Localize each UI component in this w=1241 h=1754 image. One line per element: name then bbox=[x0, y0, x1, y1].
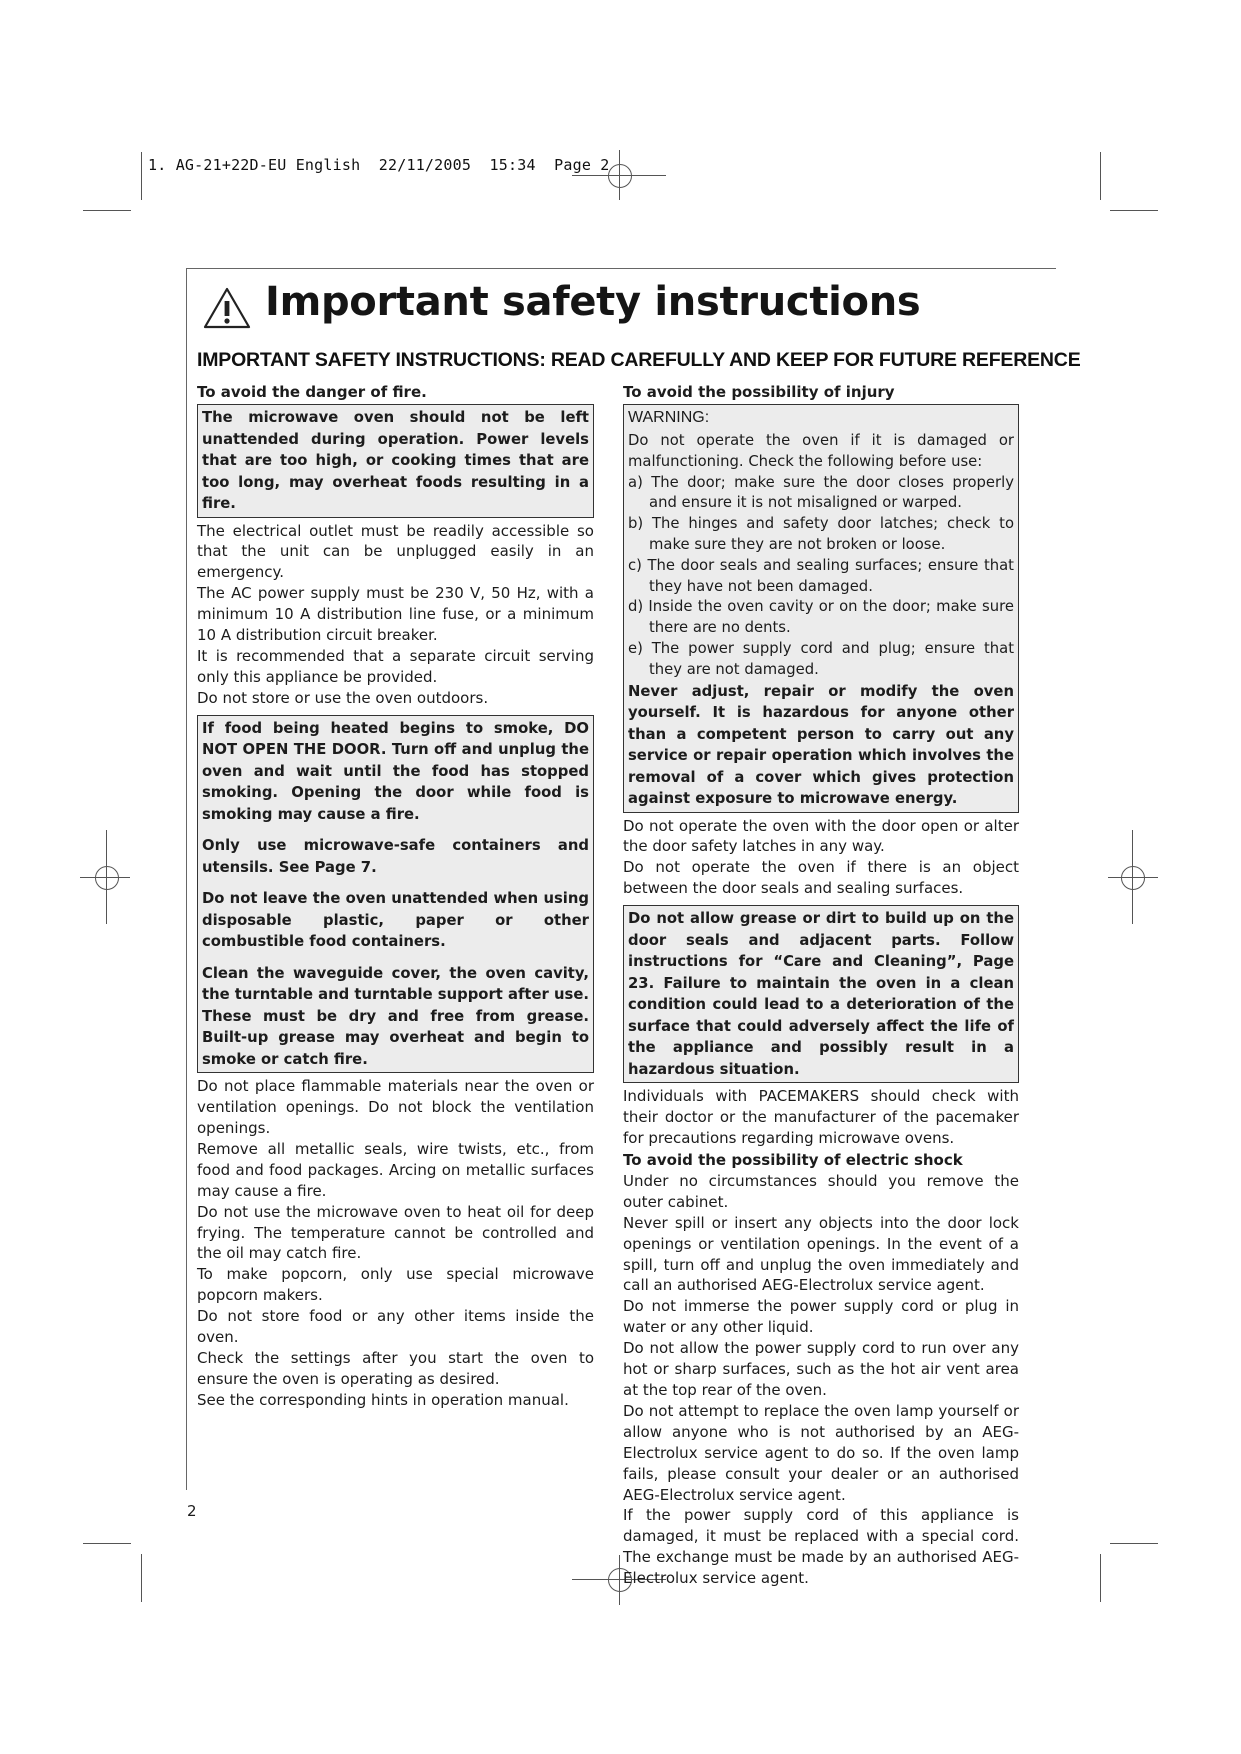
crop-mark bbox=[141, 152, 142, 200]
smoke-warning-box bbox=[197, 715, 594, 1074]
paragraph: Individuals with PACEMAKERS should check with their doctor or the manufacturer of the pacemaker for precautions regarding microwave ovens. bbox=[623, 1087, 1019, 1147]
paragraph: Do not operate the oven with the door open or alter the door safety latches in any way. bbox=[623, 816, 1019, 856]
paragraph: The electrical outlet must be readily accessible so that the unit can be unplugged easily in an emergency. bbox=[197, 521, 594, 582]
left-column bbox=[197, 381, 594, 1411]
section-heading-injury: To avoid the possibility of injury bbox=[623, 383, 895, 401]
fire-warning-box bbox=[197, 404, 594, 518]
warning-intro: Do not operate the oven if it is damaged or malfunctioning. Check the following before use: bbox=[628, 432, 1014, 470]
warning-box bbox=[623, 404, 1019, 813]
paragraph: Check the settings after you start the oven to ensure the oven is operating as desired. bbox=[197, 1348, 594, 1388]
page-subtitle: IMPORTANT SAFETY INSTRUCTIONS: READ CAREFULLY AND KEEP FOR FUTURE REFERENCE bbox=[197, 349, 1081, 371]
list-item: b) The hinges and safety door latches; check to make sure they are not broken or loose. bbox=[628, 515, 1014, 553]
list-item: e) The power supply cord and plug; ensure that they are not damaged. bbox=[628, 639, 1014, 678]
crop-mark bbox=[1110, 210, 1158, 211]
paragraph: Do not attempt to replace the oven lamp yourself or allow anyone who is not authorised by an AEG-Electrolux service agent to do so. If the oven lamp fails, please consult your dealer or an authorised AEG-Electrolux service agent. bbox=[623, 1401, 1019, 1504]
check-list bbox=[628, 473, 1014, 681]
paragraph: Do not allow the power supply cord to run over any hot or sharp surfaces, such as the hot air vent area at the top rear of the oven. bbox=[623, 1339, 1019, 1399]
paragraph: Do not store food or any other items inside the oven. bbox=[197, 1307, 594, 1347]
crop-mark bbox=[1110, 1543, 1158, 1544]
section-heading-fire: To avoid the danger of fire. bbox=[197, 383, 427, 401]
warning-label: WARNING: bbox=[628, 409, 710, 426]
list-item: a) The door; make sure the door closes properly and ensure it is not misaligned or warped. bbox=[628, 473, 1014, 512]
list-item: c) The door seals and sealing surfaces; ensure that they have not been damaged. bbox=[628, 556, 1014, 595]
paragraph: Remove all metallic seals, wire twists, etc., from food and food packages. Arcing on metallic surfaces may cause a fire. bbox=[197, 1139, 594, 1200]
print-slug: 1. AG-21+22D-EU English 22/11/2005 15:34 Page 2 bbox=[148, 156, 610, 174]
paragraph: Never spill or insert any objects into the door lock openings or ventilation openings. In the event of a spill, turn off and unplug the oven immediately and call an authorised AEG-Electrolux service agent. bbox=[623, 1213, 1019, 1295]
page-title: Important safety instructions bbox=[265, 279, 921, 325]
box-text: Do not leave the oven unattended when using disposable plastic, paper or other combustible food containers. bbox=[202, 890, 589, 951]
box-text: Only use microwave-safe containers and utensils. See Page 7. bbox=[202, 837, 589, 876]
page-number: 2 bbox=[187, 1502, 197, 1520]
paragraph: If the power supply cord of this appliance is damaged, it must be replaced with a special cord. The exchange must be made by an authorised AEG-Electrolux service agent. bbox=[623, 1506, 1019, 1588]
paragraph: Do not place flammable materials near the oven or ventilation openings. Do not block the ventilation openings. bbox=[197, 1077, 594, 1137]
crop-mark bbox=[1100, 1554, 1101, 1602]
right-column bbox=[623, 381, 1019, 1589]
crop-mark bbox=[1100, 152, 1101, 200]
left-rule bbox=[186, 268, 187, 1490]
paragraph: Do not use the microwave oven to heat oil for deep frying. The temperature cannot be controlled and the oil may catch fire. bbox=[197, 1202, 594, 1263]
crop-mark bbox=[141, 1554, 142, 1602]
paragraph: Do not immerse the power supply cord or plug in water or any other liquid. bbox=[623, 1297, 1019, 1337]
paragraph: To make popcorn, only use special microwave popcorn makers. bbox=[197, 1265, 594, 1305]
paragraph: Do not operate the oven if there is an object between the door seals and sealing surfaces. bbox=[623, 858, 1019, 898]
box-text: Never adjust, repair or modify the oven yourself. It is hazardous for anyone other than a competent person to carry out any service or repair operation which involves the removal of a cover which gives protection against exposure to microwave energy. bbox=[628, 682, 1014, 808]
top-rule bbox=[186, 268, 1056, 269]
grease-warning-box bbox=[623, 905, 1019, 1083]
warning-triangle-icon bbox=[202, 286, 252, 330]
section-heading-shock: To avoid the possibility of electric shock bbox=[623, 1150, 963, 1169]
paragraph: The AC power supply must be 230 V, 50 Hz, with a minimum 10 A distribution line fuse, or a minimum 10 A distribution circuit breaker. bbox=[197, 584, 594, 645]
paragraph: See the corresponding hints in operation manual. bbox=[197, 1390, 569, 1409]
box-text: Do not allow grease or dirt to build up on the door seals and adjacent parts. Follow instructions for “Care and Cleaning”, Page 23. Failure to maintain the oven in a clean condition could lead to a deterioration of the surface that could adversely affect the life of the appliance and possibly result in a hazardous situation. bbox=[628, 910, 1014, 1078]
crop-mark bbox=[83, 1543, 131, 1544]
box-text: Clean the waveguide cover, the oven cavity, the turntable and turntable support after use. These must be dry and free from grease. Built-up grease may overheat and begin to smoke or catch fire. bbox=[202, 964, 589, 1068]
crop-mark bbox=[83, 210, 131, 211]
box-text: If food being heated begins to smoke, DO NOT OPEN THE DOOR. Turn off and unplug the oven and wait until the food has stopped smoking. Opening the door while food is smoking may cause a fire. bbox=[202, 719, 589, 823]
box-text: The microwave oven should not be left unattended during operation. Power levels that are too high, or cooking times that are too long, may overheat foods resulting in a fire. bbox=[202, 409, 589, 512]
paragraph: Under no circumstances should you remove the outer cabinet. bbox=[623, 1171, 1019, 1211]
paragraph: Do not store or use the oven outdoors. bbox=[197, 688, 489, 707]
paragraph: It is recommended that a separate circuit serving only this appliance be provided. bbox=[197, 646, 594, 686]
list-item: d) Inside the oven cavity or on the door; make sure there are no dents. bbox=[628, 598, 1014, 637]
